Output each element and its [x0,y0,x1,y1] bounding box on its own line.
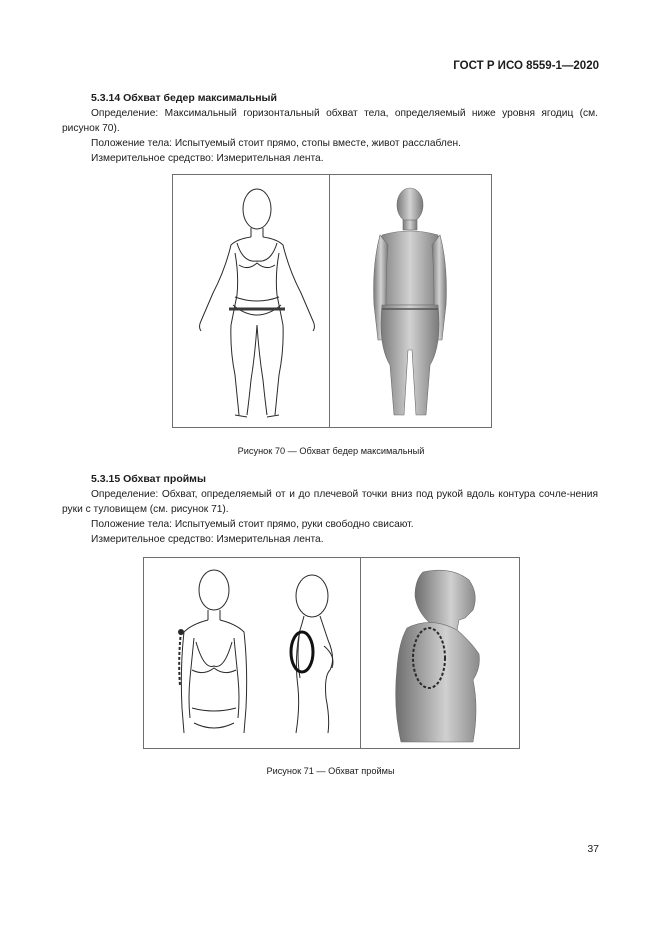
hip-scan-image [330,175,490,427]
document-header: ГОСТ Р ИСО 8559-1—2020 [453,60,599,72]
armhole-line-drawing [144,558,360,748]
page-number: 37 [587,843,599,855]
figure-70 [172,174,492,428]
hip-line-drawing [173,175,329,427]
measuring-tool-text: Измерительное средство: Измерительная лента. [91,153,324,164]
body-position-text: Положение тела: Испытуемый стоит прямо, руки свободно свисают. [91,519,414,530]
section-body-hips [62,106,598,166]
figure-71 [143,557,520,749]
figure-71-caption: Рисунок 71 — Обхват проймы [266,766,395,776]
measuring-tool-text: Измерительное средство: Измерительная лента. [91,534,324,545]
section-body-armhole [62,487,598,547]
definition-text: Определение: Обхват, определяемый от и до плечевой точки вниз под рукой вдоль контура сочле-нения руки с туловищем (см. рисунок 71). [62,489,598,515]
figure-70-caption: Рисунок 70 — Обхват бедер максимальный [237,446,425,456]
section-title-armhole: 5.3.15 Обхват проймы [91,473,206,485]
armhole-scan-image [361,558,518,748]
section-title-hips: 5.3.14 Обхват бедер максимальный [91,92,277,104]
body-position-text: Положение тела: Испытуемый стоит прямо, стопы вместе, живот расслаблен. [91,138,461,149]
definition-text: Определение: Максимальный горизонтальный обхват тела, определяемый ниже уровня ягодиц (см. рисунок 70). [62,108,598,134]
